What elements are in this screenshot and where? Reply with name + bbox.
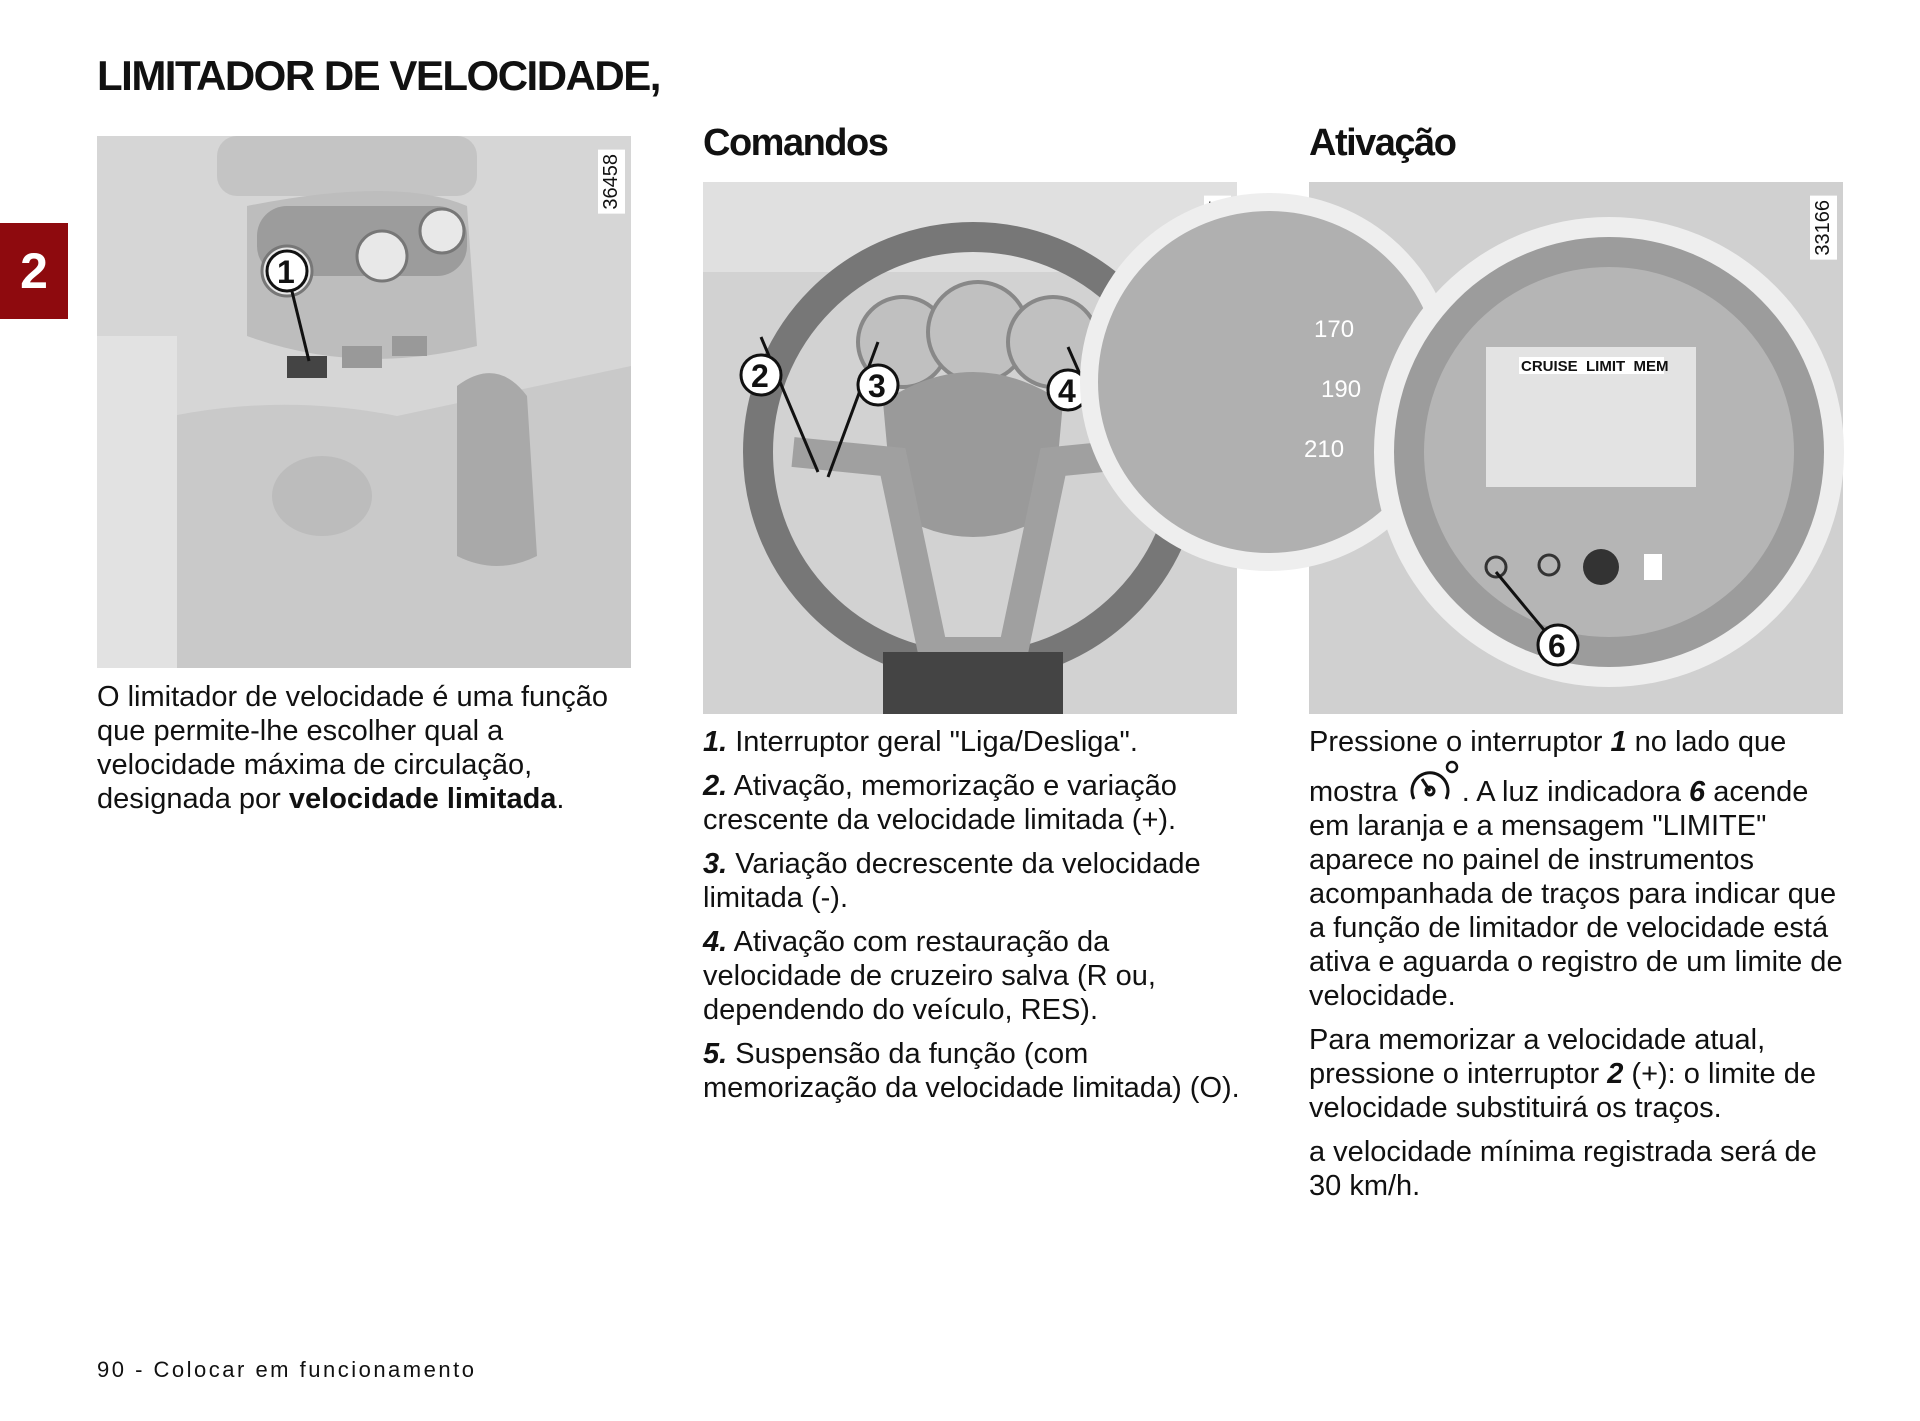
text: acende em laranja e a mensagem "LIMITE" aparece no painel de instrumentos acompanhada de traços para indicar que a função de limitador de velocidade está ativa e aguarda o registro de um limite de velocidade. xyxy=(1309,776,1843,1012)
ref-number: 2 xyxy=(1607,1058,1624,1090)
ref-number: 6 xyxy=(1689,776,1706,808)
text: Para memorizar a velocidade atual, pressione o interruptor xyxy=(1309,1024,1766,1090)
item-number: 1. xyxy=(703,726,728,758)
figure-ref: 33166 xyxy=(1810,196,1837,260)
instrument-cluster-illustration xyxy=(1304,182,1843,714)
callout-1: 1 xyxy=(277,254,295,290)
ativacao-paragraph-1 xyxy=(1309,725,1849,1013)
intro-bold: velocidade limitada xyxy=(288,783,557,815)
intro-text: O limitador de velocidade é uma função que permite-lhe escolher qual a velocidade máxima de circulação, designada por xyxy=(97,681,609,815)
list-item xyxy=(703,1037,1243,1105)
text: no lado que mostra xyxy=(1309,726,1787,808)
console-illustration xyxy=(97,136,631,668)
ativacao-paragraph-2 xyxy=(1309,1023,1849,1125)
gauge-label: 190 xyxy=(1321,376,1362,403)
ativacao-paragraph-3: a velocidade mínima registrada será de 30 km/h. xyxy=(1309,1136,1817,1202)
gauge-label: 170 xyxy=(1314,316,1355,343)
item-number: 3. xyxy=(703,848,728,880)
item-text: Ativação, memorização e variação crescente da velocidade limitada (+). xyxy=(703,770,1177,836)
item-text: Suspensão da função (com memorização da velocidade limitada) (O). xyxy=(703,1038,1240,1104)
page-title: LIMITADOR DE VELOCIDADE, xyxy=(97,52,660,99)
ref-number: 1 xyxy=(1610,726,1627,758)
text: . A luz indicadora xyxy=(1461,776,1690,808)
item-number: 5. xyxy=(703,1038,728,1070)
callout-2: 2 xyxy=(751,358,769,394)
text: Pressione o interruptor xyxy=(1309,726,1611,758)
item-text: Variação decrescente da velocidade limitada (-). xyxy=(703,848,1201,914)
ativacao-text xyxy=(1309,725,1849,1213)
intro-end: . xyxy=(556,783,565,815)
comandos-heading: Comandos xyxy=(703,122,888,164)
text: (+): o limite de velocidade substituirá os traços. xyxy=(1309,1058,1816,1124)
list-item xyxy=(703,725,1243,759)
callout-3: 3 xyxy=(868,368,886,404)
callout-4: 4 xyxy=(1058,373,1076,409)
item-number: 4. xyxy=(703,926,728,958)
item-text: Ativação com restauração da velocidade de cruzeiro salva (R ou, dependendo do veículo, RES). xyxy=(703,926,1156,1026)
intro-paragraph xyxy=(97,680,637,816)
chapter-tab: 2 xyxy=(0,223,68,319)
display-label: CRUISE LIMIT MEM xyxy=(1521,358,1669,375)
item-number: 2. xyxy=(703,770,728,802)
gauge-label: 210 xyxy=(1304,436,1345,463)
comandos-list xyxy=(703,725,1243,1115)
list-item xyxy=(703,925,1243,1027)
ativacao-heading: Ativação xyxy=(1309,122,1456,164)
speed-limiter-icon xyxy=(1406,759,1462,807)
figure-ref: 36458 xyxy=(598,150,625,214)
item-text: Interruptor geral "Liga/Desliga". xyxy=(727,726,1138,758)
page-footer: 90 - Colocar em funcionamento xyxy=(97,1357,477,1382)
list-item xyxy=(703,847,1243,915)
list-item xyxy=(703,769,1243,837)
callout-6: 6 xyxy=(1548,628,1566,664)
